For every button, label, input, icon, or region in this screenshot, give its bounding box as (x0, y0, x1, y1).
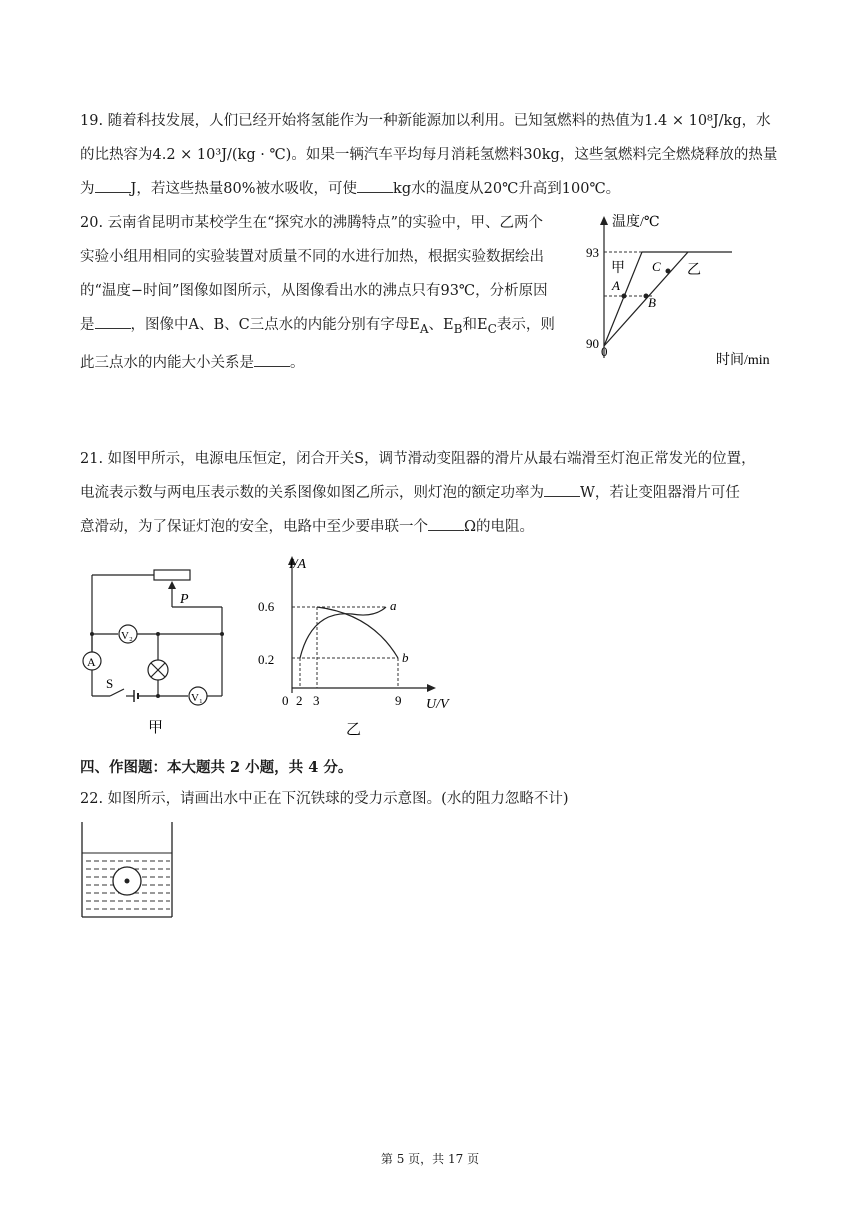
x-axis-arrow (427, 684, 436, 692)
tick-9: 9 (395, 693, 402, 708)
graph-caption: 乙 (346, 722, 362, 738)
y-axis-label: I/A (289, 557, 307, 572)
q21-text: 电流表示数与两电压表示数的关系图像如图乙所示，则灯泡的额定功率为 (80, 485, 544, 501)
q19-line-1: 19. 随着科技发展，人们已经开始将氢能作为一种新能源加以利用。已知氢燃料的热值为1.4 × 10⁸J/kg，水 (80, 113, 771, 129)
curve-a (300, 607, 386, 658)
q20-line-5 (80, 352, 580, 375)
q21-line-1: 21. 如图甲所示，电源电压恒定，闭合开关S，调节滑动变阻器的滑片从最右端滑至灯泡正常发光的位置， (80, 451, 756, 467)
tick-3: 3 (313, 693, 320, 708)
answer-blank[interactable] (544, 482, 580, 497)
q19-line-3 (80, 178, 780, 201)
page-footer: 第 5 页，共 17 页 (380, 1152, 480, 1166)
q19-text: J，若这些热量80%被水吸收，可使 (130, 181, 358, 197)
label-c: C (652, 259, 661, 274)
q21-line-3 (80, 516, 780, 539)
x-axis-label: 时间/min (716, 353, 770, 368)
slider-arrow (168, 581, 176, 589)
q19-text: 为 (80, 181, 95, 197)
q20-text: 此三点水的内能大小关系是 (80, 354, 254, 371)
subscript: B (453, 321, 463, 336)
tick-90: 90 (586, 336, 599, 351)
tick-0: 0 (282, 693, 289, 708)
subscript: C (487, 321, 497, 336)
answer-blank[interactable] (95, 178, 131, 193)
q20-text: 。 (290, 354, 305, 371)
answer-blank[interactable] (95, 314, 131, 329)
ball-center-dot (125, 879, 130, 884)
question-22 (80, 788, 780, 811)
rheostat (154, 570, 190, 580)
tick-93: 93 (586, 245, 599, 260)
q20-line-1: 20. 云南省昆明市某校学生在“探究水的沸腾特点”的实验中，甲、乙两个 (80, 215, 543, 231)
q19-text: kg水的温度从20℃升高到100℃。 (393, 181, 621, 197)
tick-2: 2 (296, 693, 303, 708)
q20-text: 表示，则 (496, 317, 555, 333)
answer-blank[interactable] (254, 352, 290, 367)
subscript: A (419, 321, 429, 336)
tick-0: 0 (601, 344, 608, 359)
answer-blank[interactable] (428, 516, 464, 531)
y-axis-arrow (600, 216, 608, 225)
point-a (622, 294, 627, 299)
label-a: A (87, 655, 96, 669)
label-curve-b: b (402, 650, 409, 665)
label-a: A (612, 278, 620, 293)
answer-blank[interactable] (357, 178, 393, 193)
q21-line-2 (80, 482, 780, 505)
q19-line-2: 的比热容为4.2 × 10³J/(kg · ℃)。如果一辆汽车平均每月消耗氢燃料30kg，这些氢燃料完全燃烧释放的热量 (80, 147, 778, 163)
q20-text: ，图像中A、B、C三点水的内能分别有字母E (130, 317, 420, 333)
label-curve-a: a (390, 598, 397, 613)
q20-line-2: 实验小组用相同的实验装置对质量不同的水进行加热，根据实验数据绘出 (80, 249, 544, 265)
point-c (666, 269, 671, 274)
section-heading: 四、作图题：本大题共 2 小题，共 4 分。 (80, 759, 353, 776)
beaker-figure (78, 820, 178, 920)
q21-text: 意滑动，为了保证灯泡的安全，电路中至少要串联一个 (80, 519, 428, 535)
q20-text: 是 (80, 317, 95, 333)
circuit-diagram (76, 560, 236, 740)
question-20 (80, 212, 580, 375)
label-p: P (180, 592, 189, 607)
tick-0-6: 0.6 (258, 599, 275, 614)
q21-text: Ω的电阻。 (464, 519, 535, 535)
current-voltage-graph (258, 548, 472, 743)
label-b: B (648, 295, 656, 310)
q21-text: W，若让变阻器滑片可任 (580, 485, 740, 501)
label-jia: 甲 (611, 261, 625, 276)
q20-line-3: 的“温度−时间”图像如图所示，从图像看出水的沸点只有93℃，分析原因 (80, 283, 548, 299)
circuit-caption: 甲 (148, 720, 164, 736)
question-19 (80, 110, 780, 201)
label-v2: V₂ (121, 630, 133, 642)
q20-text: 和E (462, 317, 488, 333)
label-yi: 乙 (687, 263, 701, 278)
label-v1: V₁ (191, 692, 203, 704)
q22-line-1: 22. 如图所示，请画出水中正在下沉铁球的受力示意图。(水的阻力忽略不计) (80, 791, 569, 807)
q20-text: 、E (428, 317, 454, 333)
temperature-time-graph (582, 210, 787, 370)
question-21 (80, 448, 780, 539)
y-axis-label: 温度/℃ (612, 215, 660, 230)
tick-0-2: 0.2 (258, 652, 275, 667)
label-s: S (106, 676, 114, 691)
x-axis-label: U/V (426, 697, 449, 712)
q20-line-4 (80, 314, 580, 341)
